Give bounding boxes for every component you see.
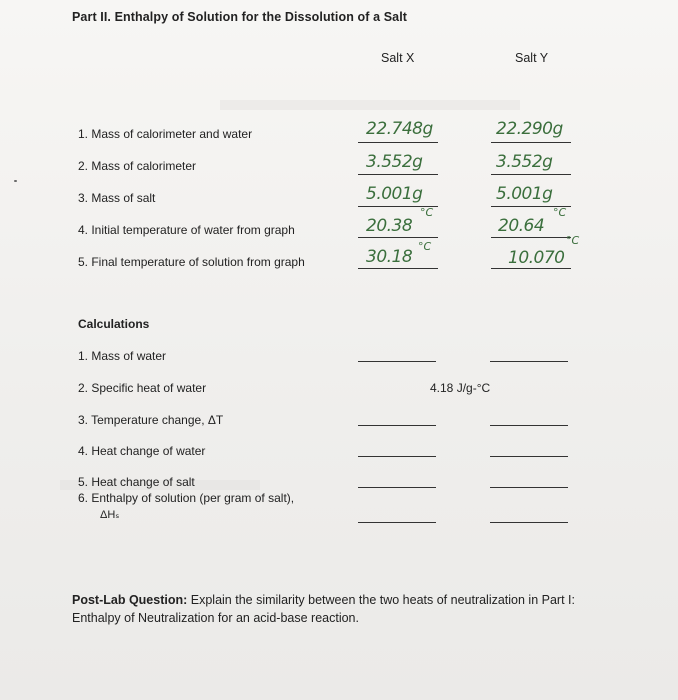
mass-salt-label: 3. Mass of salt [78, 191, 156, 205]
salt-y-header: Salt Y [515, 51, 549, 65]
postlab-question [72, 591, 612, 627]
salt-x-final-temp: 30.18 [366, 247, 413, 267]
salt-y-mass-calorimeter: 3.552g [496, 152, 553, 172]
pen-mark [14, 180, 17, 182]
salt-x-initial-temp: 20.38 [366, 216, 413, 236]
salt-x-heat-water-blank [358, 456, 436, 457]
mass-calorimeter-water-label: 1. Mass of calorimeter and water [78, 127, 253, 141]
calc-enthalpy-label: 6. Enthalpy of solution (per gram of salt), [78, 491, 295, 505]
answer-line [491, 237, 571, 238]
salt-x-header: Salt X [381, 51, 415, 65]
final-temp-label: 5. Final temperature of solution from graph [78, 255, 305, 269]
mass-calorimeter-label: 2. Mass of calorimeter [78, 159, 197, 173]
answer-line [358, 268, 438, 269]
salt-y-enthalpy-blank [490, 522, 568, 523]
calculations-heading: Calculations [78, 317, 150, 331]
salt-x-initial-temp-unit: °C [420, 206, 434, 219]
salt-y-temp-change-blank [490, 425, 568, 426]
answer-line [358, 174, 438, 175]
calc-temp-change-label: 3. Temperature change, ΔT [78, 413, 224, 427]
postlab-text: Explain the similarity between the two heats of neutralization in Part I: Enthalpy of Neutralization for an acid-base reaction. [72, 593, 575, 625]
salt-y-mass-calorimeter-water: 22.290g [496, 119, 563, 139]
salt-x-mass-water-blank [358, 361, 436, 362]
initial-temp-label: 4. Initial temperature of water from graph [78, 223, 295, 237]
salt-y-initial-temp-unit: °C [553, 206, 567, 219]
calc-specific-heat-label: 2. Specific heat of water [78, 381, 207, 395]
calc-heat-salt-label: 5. Heat change of salt [78, 475, 195, 489]
salt-x-temp-change-blank [358, 425, 436, 426]
salt-x-mass-calorimeter-water: 22.748g [366, 119, 433, 139]
answer-line [491, 174, 571, 175]
salt-y-mass-salt: 5.001g [496, 184, 553, 204]
salt-y-final-temp-unit: °C [566, 234, 580, 247]
calc-heat-water-label: 4. Heat change of water [78, 444, 206, 458]
salt-y-heat-salt-blank [490, 487, 568, 488]
answer-line [491, 142, 571, 143]
salt-x-mass-salt: 5.001g [366, 184, 423, 204]
answer-line [358, 237, 438, 238]
answer-line [358, 142, 438, 143]
postlab-label: Post-Lab Question: [72, 593, 188, 607]
page-title: Part II. Enthalpy of Solution for the Dissolution of a Salt [72, 10, 408, 24]
salt-y-final-temp: 10.070 [508, 248, 565, 268]
salt-y-mass-water-blank [490, 361, 568, 362]
salt-x-enthalpy-blank [358, 522, 436, 523]
specific-heat-value: 4.18 J/g-°C [430, 381, 491, 395]
calc-mass-water-label: 1. Mass of water [78, 349, 167, 363]
enthalpy-symbol: ΔHₛ [100, 509, 120, 521]
salt-x-heat-salt-blank [358, 487, 436, 488]
salt-x-mass-calorimeter: 3.552g [366, 152, 423, 172]
answer-line [491, 268, 571, 269]
salt-y-initial-temp: 20.64 [498, 216, 545, 236]
salt-y-heat-water-blank [490, 456, 568, 457]
salt-x-final-temp-unit: °C [418, 240, 432, 253]
bleed-through [220, 100, 520, 110]
